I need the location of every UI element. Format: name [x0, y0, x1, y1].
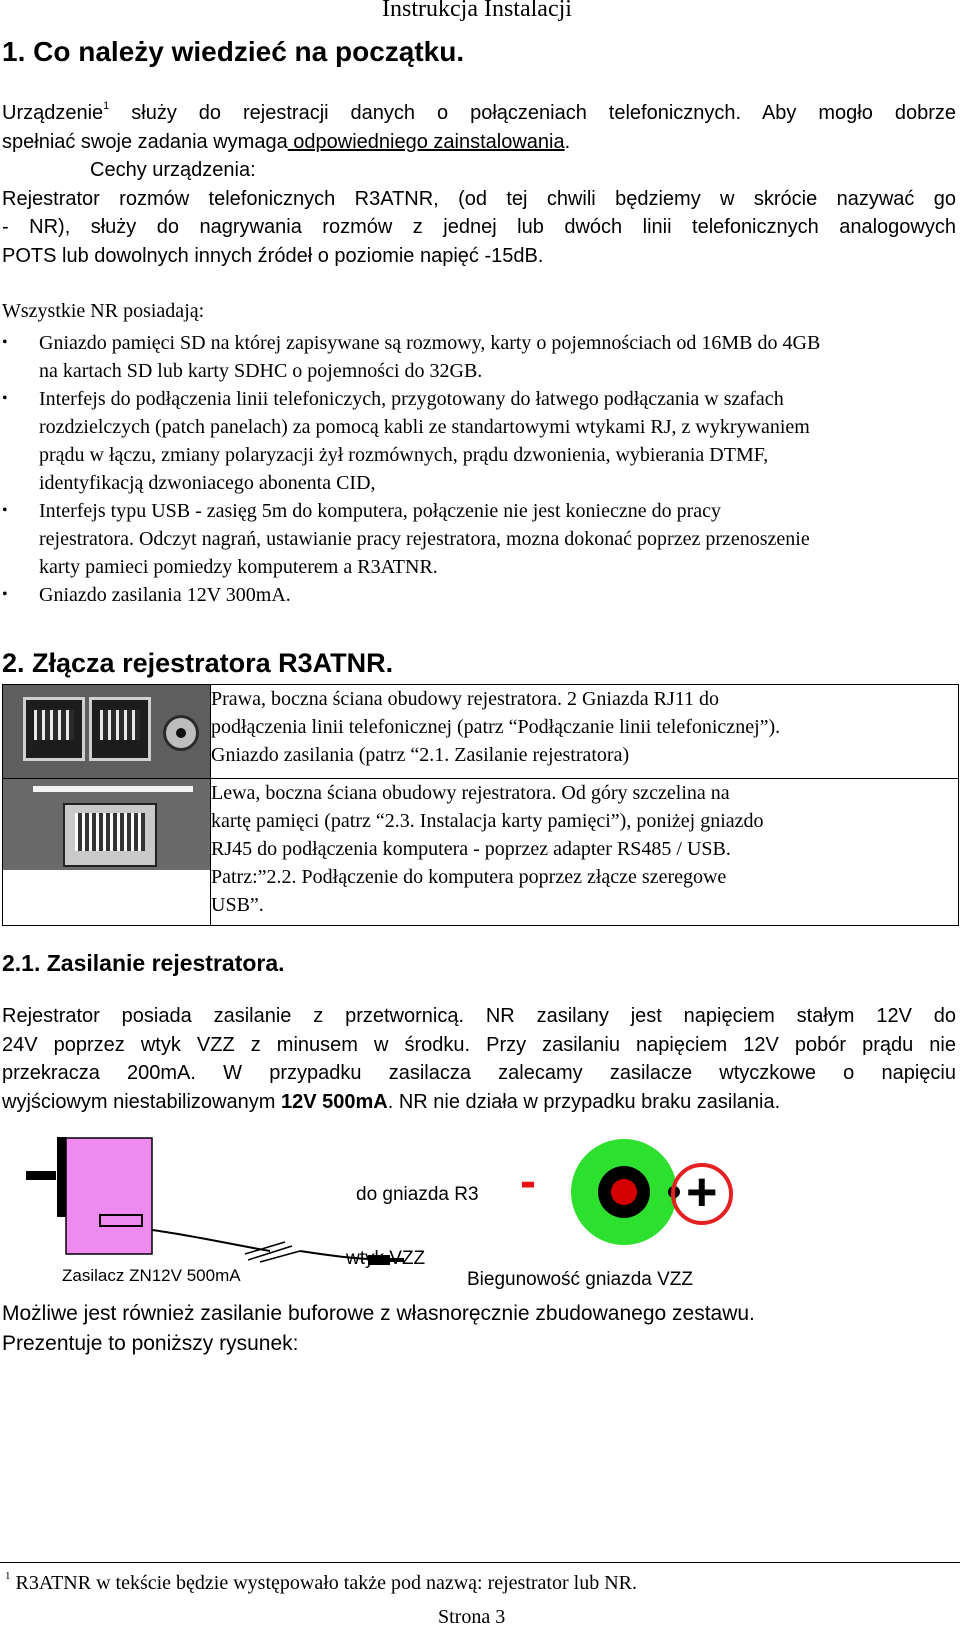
- features-list: [2, 329, 952, 609]
- feature-item: • Interfejs typu USB - zasięg 5m do komputera, połączenie nie jest konieczne do pracy rejestratora. Odczyt nagrań, ustawianie pracy rejestratora, mozna dokonać poprzez przenoszenie karty pamieci pomiedzy komputerem a R3ATNR.: [2, 497, 952, 581]
- footnote-divider: [0, 1562, 960, 1563]
- section-2-1-body: Rejestrator posiada zasilanie z przetwornicą. NR zasilany jest napięciem stałym 12V do 24V poprzez wtyk VZZ z minusem w środku. Przy zasilaniu napięciem 12V pobór prądu nie przekracza 200mA. W przypadku zasilacza zalecamy zasilacze wtyczkowe o napięciu wyjściowym niestabilizowanym 12V 500mA. NR nie działa w przypadku braku zasilania.: [2, 1002, 956, 1116]
- description-line: Rejestrator rozmów telefonicznych R3ATNR, (od tej chwili będziemy w skrócie nazywać go: [2, 187, 956, 210]
- section-2-1-heading: 2.1. Zasilanie rejestratora.: [2, 950, 285, 976]
- sd-card-slot-icon: [33, 786, 193, 792]
- left-side-photo-cell: [3, 779, 211, 926]
- right-panel-photo: [3, 685, 210, 778]
- intro-line-1: Urządzenie$^1$ służy do rejestracji danych o połączeniach telefonicznych. Aby mogło dobrze: [2, 100, 956, 124]
- features-intro: Wszystkie NR posiadają:: [2, 300, 205, 322]
- bullet-icon: •: [2, 502, 8, 519]
- rj11-socket-icon: [23, 697, 85, 761]
- power-cable: [152, 1230, 368, 1262]
- polarity-label: Biegunowość gniazda VZZ: [467, 1269, 694, 1290]
- socket-label: do gniazda R3: [356, 1184, 479, 1205]
- table-row: [3, 685, 959, 779]
- footnote-reference[interactable]: 1: [103, 100, 110, 113]
- power-requirement-line: wyjściowym niestabilizowanym 12V 500mA. NR nie działa w przypadku braku zasilania.: [2, 1090, 781, 1113]
- feature-item: • Gniazdo pamięci SD na której zapisywane są rozmowy, karty o pojemnościach od 16MB do 4GB na kartach SD lub karty SDHC o pojemności do 32GB.: [2, 329, 952, 385]
- footnote-number: 1: [5, 1570, 11, 1583]
- feature-item: • Interfejs do podłączenia linii telefoniczych, przygotowany do łatwego podłączania w szafach rozdzielczych (patch panelach) za pomocą kabli ze standartowymi wtykami RJ, z wykrywaniem prądu w łączu, zmiany polaryzacji żył rozmównych, prądu dzwonienia, wybierania DTMF, identyfikacją dzwoniacego abonenta CID,: [2, 385, 952, 497]
- footnote: $^1$ R3ATNR w tekście będzie występowało także pod nazwą: rejestrator lub NR.: [5, 1570, 637, 1594]
- page-number: Strona 3: [438, 1606, 506, 1628]
- right-side-description: Prawa, boczna ściana obudowy rejestratora. 2 Gniazda RJ11 do podłączenia linii telefonicznej (patrz “Podłączanie linii telefonicznej”). Gniazdo zasilania (patrz “2.1. Zasilanie rejestratora): [211, 685, 959, 779]
- right-side-photo-cell: [3, 685, 211, 779]
- left-side-description: Lewa, boczna ściana obudowy rejestratora. Od góry szczelina na kartę pamięci (patrz “2.3. Instalacja karty pamięci”), poniżej gniazdo RJ45 do podłączenia komputera - poprzez adapter RS485 / USB. Patrz:”2.2. Podłączenie do komputera poprzez złącze szeregowe USB”.: [211, 779, 959, 926]
- power-adapter-icon: [26, 1137, 152, 1254]
- features-label: Cechy urządzenia:: [90, 159, 256, 181]
- rj11-socket-icon: [89, 697, 151, 761]
- installation-link[interactable]: odpowiedniego zainstalowania: [287, 130, 565, 153]
- adapter-label: Zasilacz ZN12V 500mA: [62, 1266, 241, 1285]
- table-row: [3, 779, 959, 926]
- rj45-socket-icon: [63, 803, 157, 867]
- minus-symbol: -: [520, 1155, 536, 1208]
- bullet-icon: •: [2, 586, 8, 603]
- bullet-icon: •: [2, 334, 8, 351]
- bullet-icon: •: [2, 390, 8, 407]
- description-line: - NR), służy do nagrywania rozmów z jednej lub dwóch linii telefonicznych analogowych: [2, 216, 956, 238]
- description-line: POTS lub dowolnych innych źródeł o poziomie napięć -15dB.: [2, 244, 544, 267]
- section-1-heading: 1. Co należy wiedzieć na początku.: [2, 36, 465, 67]
- plug-label: wtyk VZZ: [346, 1248, 426, 1269]
- after-diagram-text: Możliwe jest również zasilanie buforowe z własnoręcznie zbudowanego zestawu. Prezentuje to poniższy rysunek:: [2, 1302, 755, 1355]
- document-header-title: Instrukcja Instalacji: [382, 0, 572, 22]
- plus-symbol: +: [686, 1162, 718, 1222]
- connectors-table: [2, 684, 959, 926]
- power-socket-icon: [163, 715, 199, 751]
- left-panel-photo: [3, 779, 210, 870]
- section-1-intro: [2, 99, 956, 270]
- section-2-heading: 2. Złącza rejestratora R3ATNR.: [2, 648, 394, 678]
- feature-item: • Gniazdo zasilania 12V 300mA.: [2, 581, 952, 609]
- intro-line-2: spełniać swoje zadania wymaga odpowiedniego zainstalowania.: [2, 130, 571, 153]
